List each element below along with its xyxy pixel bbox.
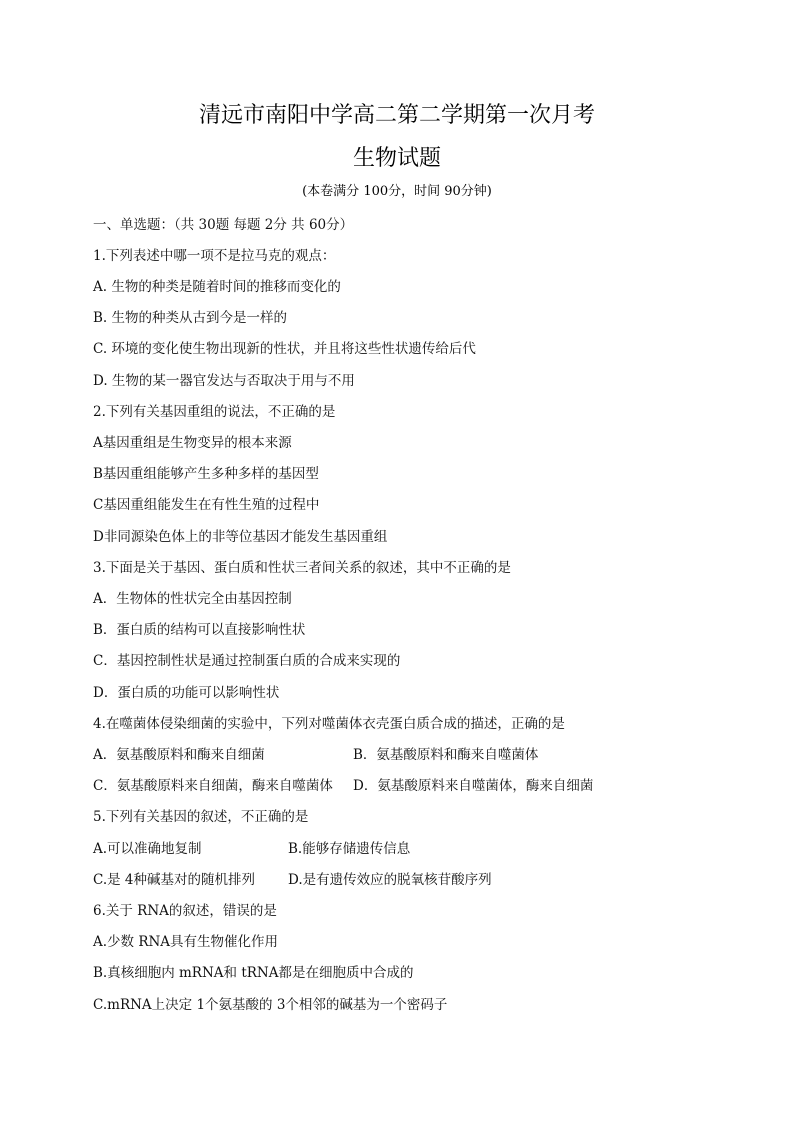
question-3-option-a: A．生物体的性状完全由基因控制 [93, 591, 292, 607]
question-6-option-c: C.mRNA上决定 1个氨基酸的 3个相邻的碱基为一个密码子 [93, 997, 448, 1013]
exam-info: (本卷满分 100分，时间 90分钟) [302, 184, 492, 199]
question-3-option-b: B．蛋白质的结构可以直接影响性状 [93, 622, 306, 638]
question-5-option-b: B.能够存储遗传信息 [288, 841, 411, 857]
question-5-option-a: A.可以准确地复制 [93, 841, 202, 857]
question-1-option-b: B. 生物的种类从古到今是一样的 [93, 310, 288, 326]
question-4-option-a: A．氨基酸原料和酶来自细菌 [93, 747, 265, 763]
question-1-stem: 1.下列表述中哪一项不是拉马克的观点： [93, 248, 336, 264]
question-2-option-a: A基因重组是生物变异的根本来源 [93, 435, 292, 451]
subject-title: 生物试题 [352, 146, 441, 171]
question-5-stem: 5.下列有关基因的叙述，不正确的是 [93, 809, 309, 825]
question-2-stem: 2.下列有关基因重组的说法，不正确的是 [93, 404, 336, 420]
school-title: 清远市南阳中学高二第二学期第一次月考 [198, 103, 595, 128]
question-2-option-d: D非同源染色体上的非等位基因才能发生基因重组 [93, 529, 388, 545]
question-5-option-d: D.是有遗传效应的脱氧核苷酸序列 [288, 872, 492, 888]
question-1-option-c: C. 环境的变化使生物出现新的性状，并且将这些性状遗传给后代 [93, 341, 476, 357]
question-4-option-c: C．氨基酸原料来自细菌，酶来自噬菌体 [93, 778, 333, 794]
question-3-stem: 3.下面是关于基因、蛋白质和性状三者间关系的叙述，其中不正确的是 [93, 560, 511, 576]
question-6-option-b: B.真核细胞内 mRNA和 tRNA都是在细胞质中合成的 [93, 965, 414, 981]
question-2-option-c: C基因重组能发生在有性生殖的过程中 [93, 497, 320, 513]
question-6-stem: 6.关于 RNA的叙述，错误的是 [93, 903, 277, 919]
question-4-option-b: B．氨基酸原料和酶来自噬菌体 [353, 747, 539, 763]
question-3-option-d: D．蛋白质的功能可以影响性状 [93, 685, 280, 701]
question-4-option-d: D．氨基酸原料来自噬菌体，酶来自细菌 [353, 778, 594, 794]
question-6-option-a: A.少数 RNA具有生物催化作用 [93, 934, 279, 950]
section-heading: 一、单选题：（共 30题 每题 2分 共 60分） [93, 217, 354, 233]
question-5-option-c: C.是 4种碱基对的随机排列 [93, 872, 256, 888]
question-3-option-c: C．基因控制性状是通过控制蛋白质的合成来实现的 [93, 653, 401, 669]
question-4-stem: 4.在噬菌体侵染细菌的实验中，下列对噬菌体衣壳蛋白质合成的描述，正确的是 [93, 716, 565, 732]
question-1-option-d: D. 生物的某一器官发达与否取决于用与不用 [93, 373, 355, 389]
question-2-option-b: B基因重组能够产生多种多样的基因型 [93, 466, 319, 482]
question-1-option-a: A. 生物的种类是随着时间的推移而变化的 [93, 279, 341, 295]
